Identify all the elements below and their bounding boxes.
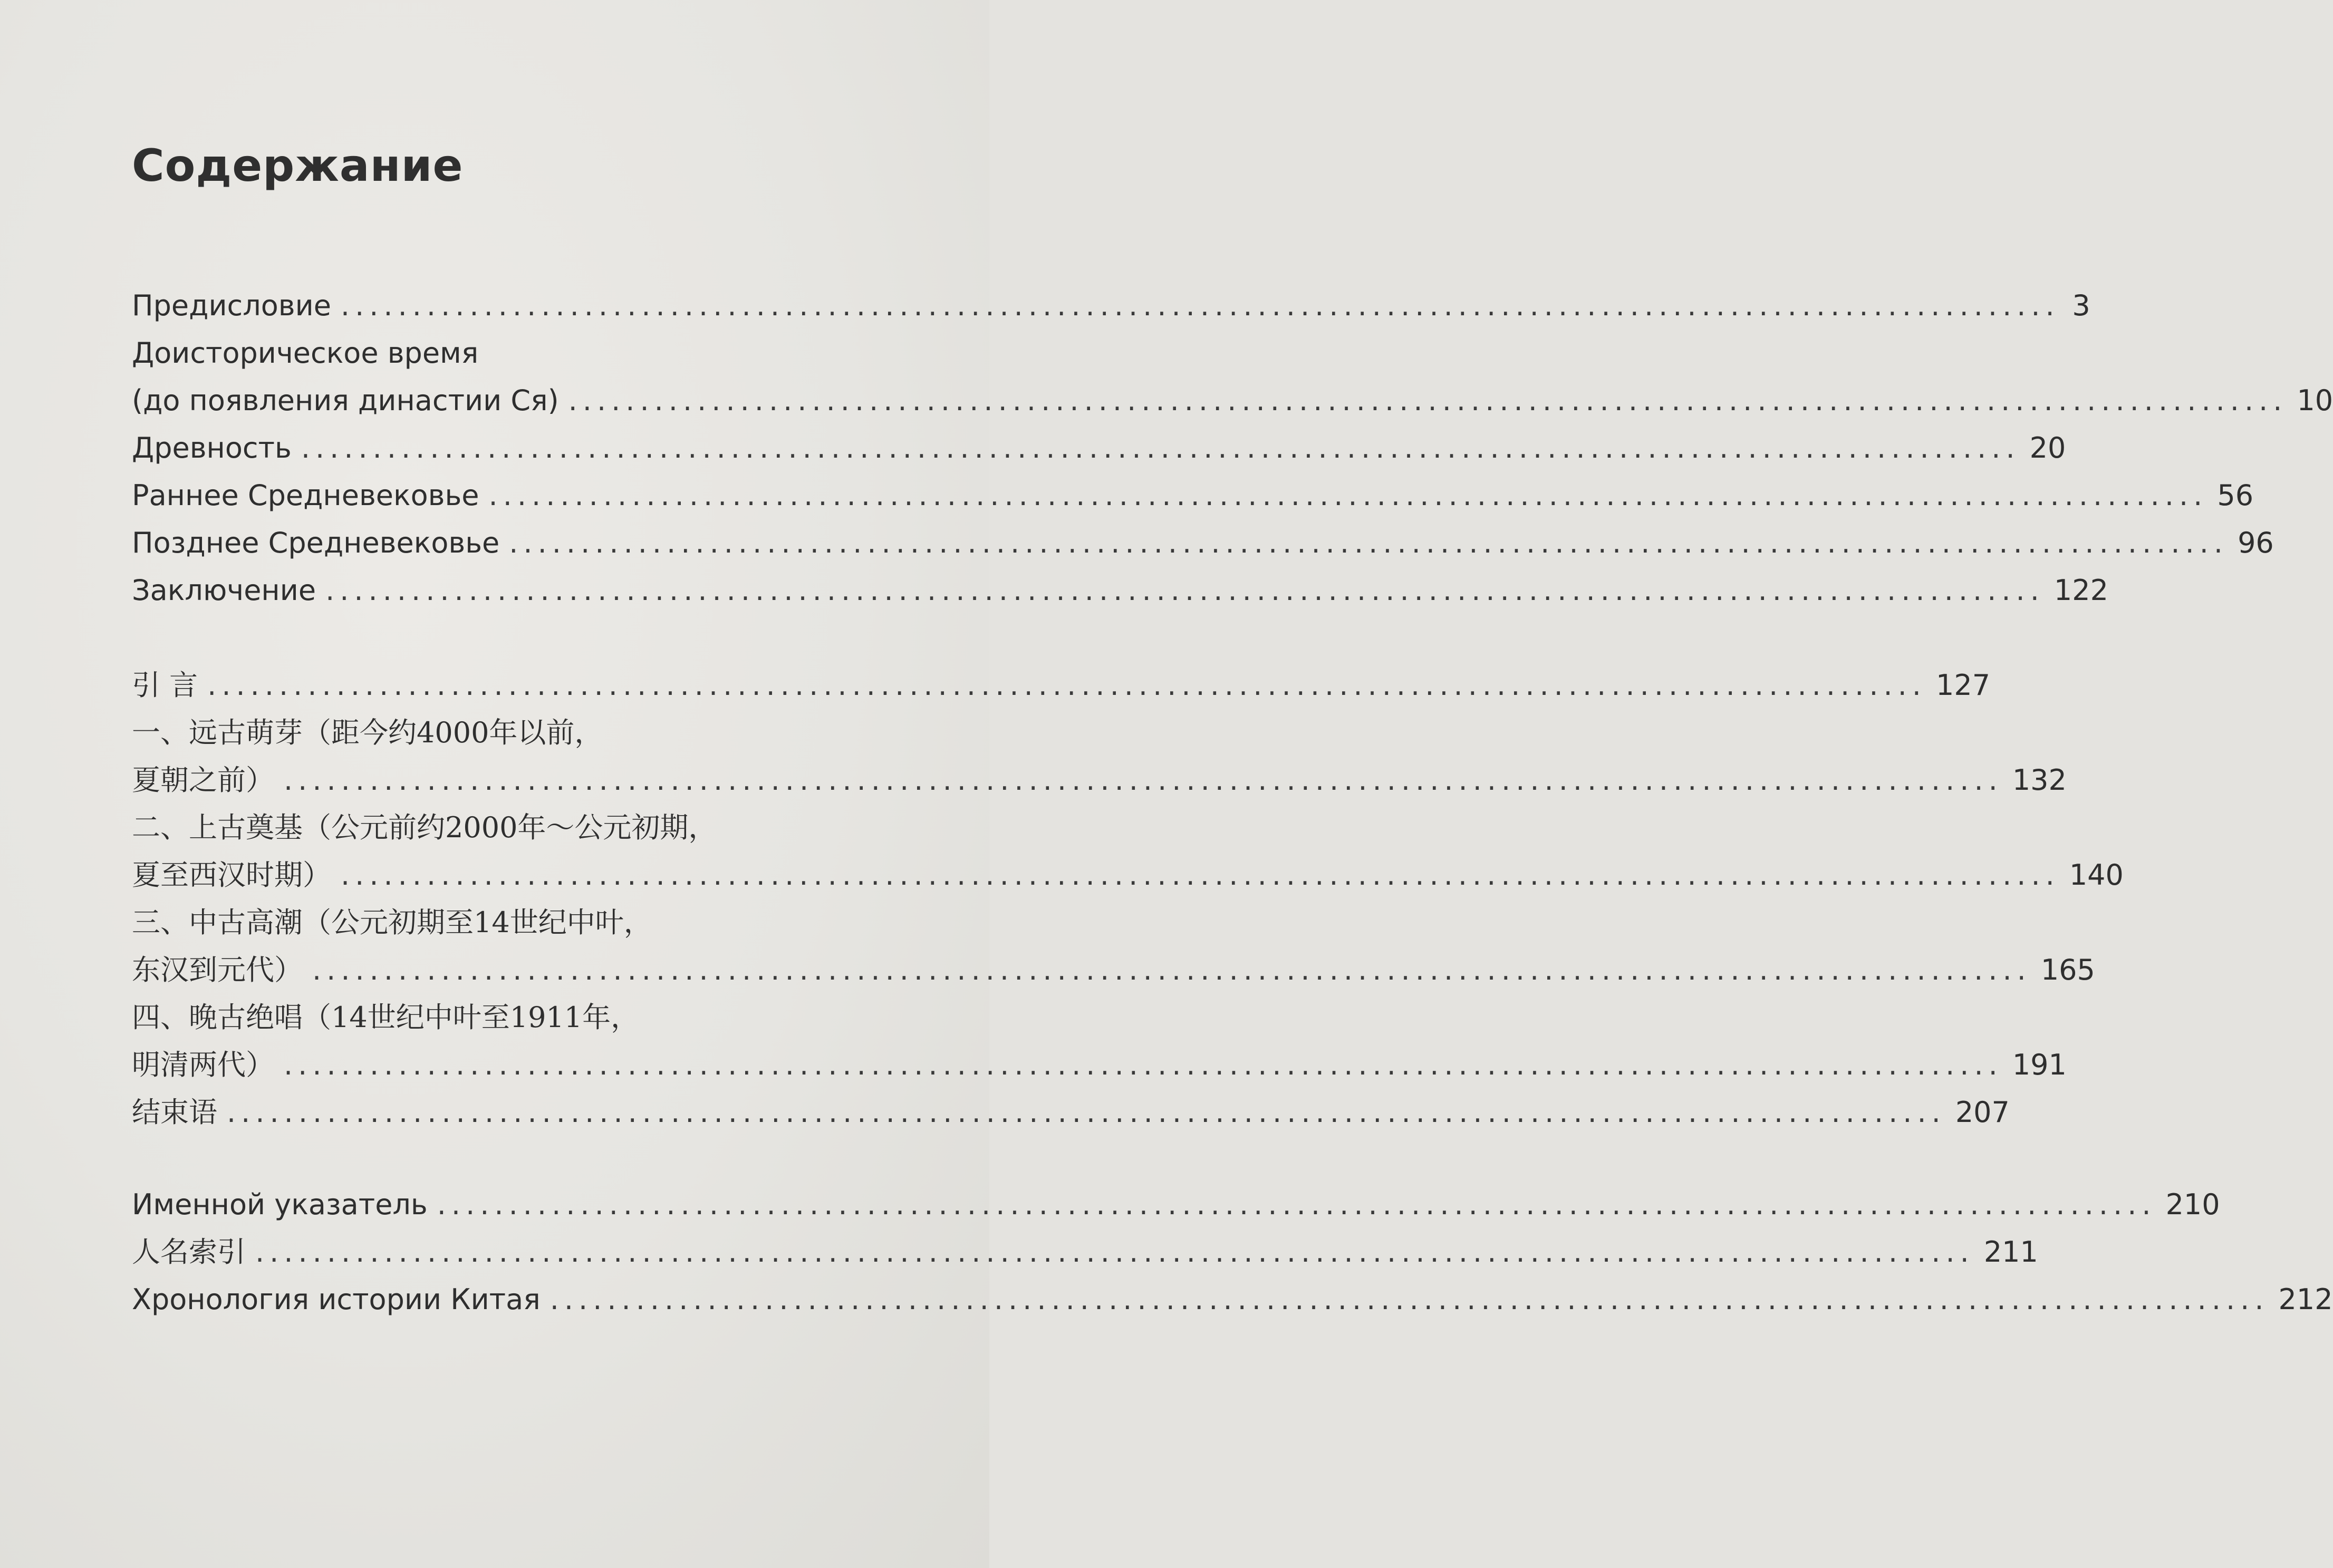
toc-entry <box>132 899 2095 994</box>
toc-page-number: 96 <box>2238 526 2274 559</box>
dot-leader: ........................................................................................................................ <box>340 289 2060 322</box>
toc-entry <box>132 424 2066 472</box>
dot-leader: ........................................................................................................................ <box>568 384 2288 417</box>
toc-entry-title: Древность <box>132 431 292 464</box>
toc-entry <box>132 330 2333 424</box>
toc-entry <box>132 1181 2220 1228</box>
toc-entry-title: 东汉到元代） <box>132 953 303 986</box>
toc-entry-title: 结束语 <box>132 1096 217 1129</box>
toc-entry <box>132 282 2090 330</box>
toc-entry <box>132 709 2067 804</box>
toc-entry-row <box>132 1228 2038 1276</box>
toc-entry-title-line: Доисторическое время <box>132 336 479 370</box>
toc-entry-row <box>132 282 2090 330</box>
toc-page-number: 20 <box>2029 431 2066 464</box>
toc-page-number: 127 <box>1935 669 1991 702</box>
toc-entry-title: Предисловие <box>132 289 331 322</box>
toc-entry-row <box>132 519 2274 567</box>
dot-leader: ........................................................................................................................ <box>207 669 1926 702</box>
toc-page-number: 207 <box>1955 1096 2010 1129</box>
toc-page-number: 132 <box>2012 763 2067 797</box>
toc-group-chinese <box>132 662 2124 1136</box>
toc-entry-row <box>132 1089 2010 1136</box>
toc-entry-title: 引 言 <box>132 669 198 702</box>
toc-group-russian <box>132 282 2333 614</box>
page-title: Содержание <box>132 140 464 191</box>
toc-entry-title: Позднее Средневековье <box>132 526 500 559</box>
toc-entry-row <box>132 424 2066 472</box>
dot-leader: ........................................................................................................................ <box>284 1048 2003 1081</box>
toc-entry-title: Раннее Средневековье <box>132 479 479 512</box>
toc-page-number: 212 <box>2278 1283 2333 1316</box>
toc-page-number: 191 <box>2012 1048 2067 1081</box>
toc-entry-title-line: 一、远古萌芽（距今约4000年以前， <box>132 716 603 749</box>
toc-entry <box>132 994 2067 1089</box>
dot-leader: ........................................................................................................................ <box>284 763 2003 797</box>
toc-entry-title: Именной указатель <box>132 1188 428 1221</box>
dot-leader: ........................................................................................................................ <box>488 479 2208 512</box>
toc-entry-row <box>132 946 2095 994</box>
toc-page-number: 56 <box>2217 479 2254 512</box>
dot-leader: ........................................................................................................................ <box>325 574 2045 607</box>
toc-entry-title-line: 三、中古高潮（公元初期至14世纪中叶， <box>132 906 652 939</box>
toc-entry-title: (до появления династии Ся) <box>132 384 559 417</box>
toc-page-number: 3 <box>2072 289 2090 322</box>
toc-page-number: 211 <box>1983 1235 2038 1269</box>
toc-entry-row <box>132 757 2067 804</box>
toc-entry <box>132 567 2108 614</box>
toc-entry-row <box>132 1276 2333 1323</box>
toc-page-number: 165 <box>2040 953 2095 986</box>
toc-entry <box>132 519 2274 567</box>
toc-page-number: 140 <box>2069 858 2124 892</box>
toc-page-number: 10 <box>2297 384 2333 417</box>
toc-entry-row <box>132 851 2124 899</box>
dot-leader: ........................................................................................................................ <box>437 1188 2156 1221</box>
toc-entry-title-line: 四、晚古绝唱（14世纪中叶至1911年， <box>132 1001 640 1034</box>
toc-page-number: 122 <box>2054 574 2108 607</box>
toc-entry-title-line: 二、上古奠基（公元前约2000年～公元初期， <box>132 811 717 844</box>
dot-leader: ........................................................................................................................ <box>341 858 2060 892</box>
toc-entry <box>132 662 1991 709</box>
toc-entry-title: 人名索引 <box>132 1235 246 1269</box>
toc-entry-title: 夏至西汉时期） <box>132 858 331 892</box>
dot-leader: ........................................................................................................................ <box>301 431 2020 464</box>
toc-entry <box>132 804 2124 899</box>
toc-entry <box>132 1089 2010 1136</box>
toc-entry-row <box>132 377 2333 424</box>
toc-page-number: 210 <box>2165 1188 2220 1221</box>
toc-entry-row <box>132 662 1991 709</box>
dot-leader: ........................................................................................................................ <box>227 1096 1946 1129</box>
dot-leader: ........................................................................................................................ <box>549 1283 2269 1316</box>
toc-entry-row <box>132 1041 2067 1089</box>
dot-leader: ........................................................................................................................ <box>312 953 2031 986</box>
toc-entry-title: 夏朝之前） <box>132 763 274 797</box>
toc-entry-title: 明清两代） <box>132 1048 274 1081</box>
toc-entry-row <box>132 567 2108 614</box>
toc-entry <box>132 1228 2038 1276</box>
toc-entry-row <box>132 1181 2220 1228</box>
dot-leader: ........................................................................................................................ <box>255 1235 1974 1269</box>
toc-group-index <box>132 1181 2333 1323</box>
toc-entry-row <box>132 472 2254 519</box>
dot-leader: ........................................................................................................................ <box>509 526 2229 559</box>
toc-entry <box>132 472 2254 519</box>
toc-entry-title: Заключение <box>132 574 316 607</box>
toc-entry-title: Хронология истории Китая <box>132 1283 541 1316</box>
toc-entry <box>132 1276 2333 1323</box>
